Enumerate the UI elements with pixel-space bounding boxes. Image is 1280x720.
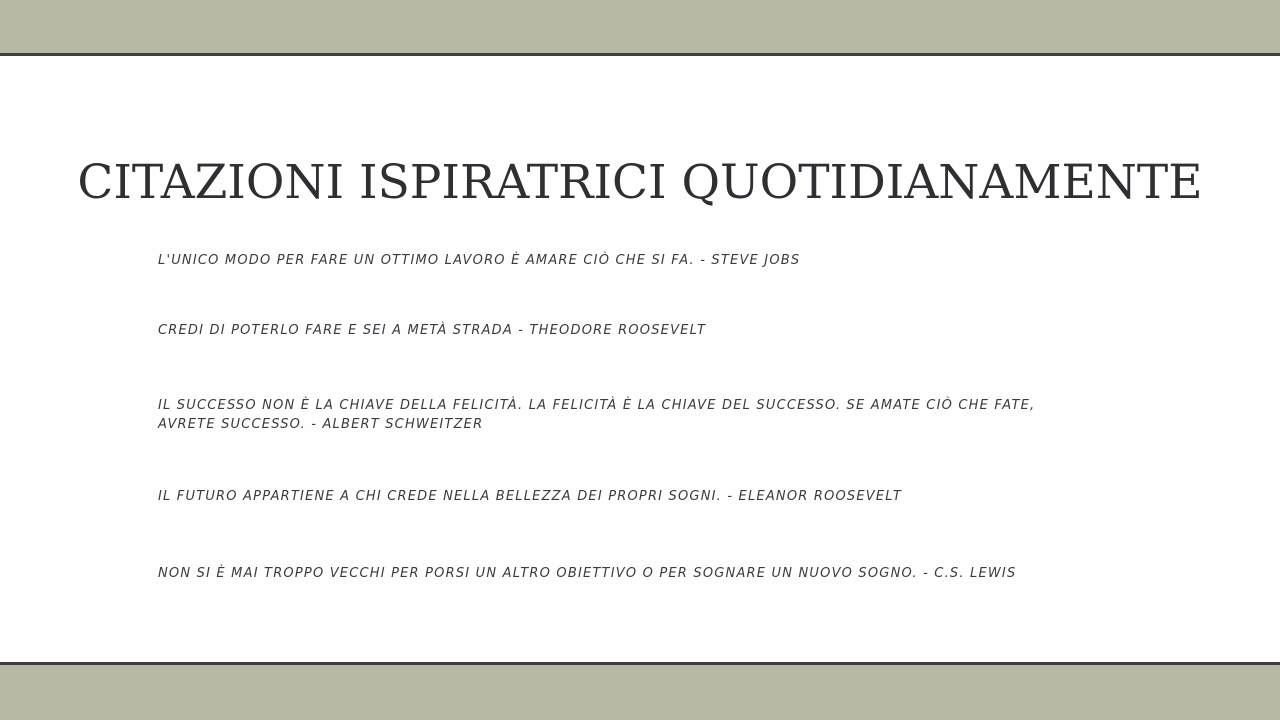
quote-2: CREDI DI POTERLO FARE E SEI A METÀ STRADA - THEODORE ROOSEVELT	[158, 323, 707, 338]
top-band	[0, 0, 1280, 53]
quote-5: NON SI È MAI TROPPO VECCHI PER PORSI UN ALTRO OBIETTIVO O PER SOGNARE UN NUOVO SOGNO. - C.S. LEWIS	[158, 566, 1017, 581]
quote-4: IL FUTURO APPARTIENE A CHI CREDE NELLA BELLEZZA DEI PROPRI SOGNI. - ELEANOR ROOSEVELT	[158, 489, 903, 504]
bottom-band	[0, 665, 1280, 720]
quote-1: L'UNICO MODO PER FARE UN OTTIMO LAVORO È AMARE CIÒ CHE SI FA. - STEVE JOBS	[158, 253, 801, 268]
slide-title: CITAZIONI ISPIRATRICI QUOTIDIANAMENTE	[77, 155, 1203, 211]
content-panel	[0, 53, 1280, 665]
quote-3: IL SUCCESSO NON È LA CHIAVE DELLA FELICITÀ. LA FELICITÀ È LA CHIAVE DEL SUCCESSO. SE AMATE CIÒ CHE FATE, AVRETE SUCCESSO. - ALBERT SCHWEITZER	[158, 398, 1036, 432]
